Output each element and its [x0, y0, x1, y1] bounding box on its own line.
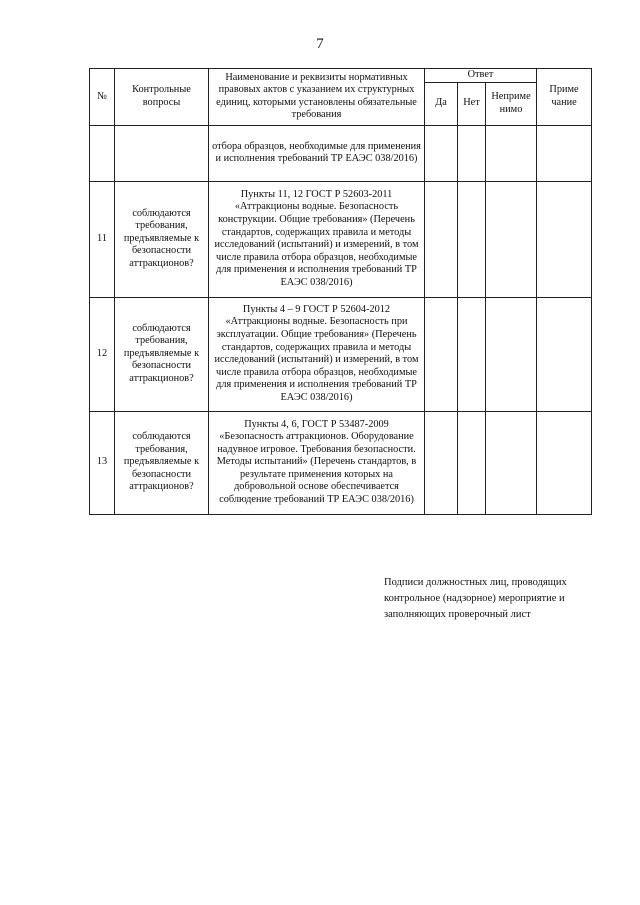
cell-no-answer[interactable]	[458, 125, 486, 181]
cell-not-applicable[interactable]	[486, 181, 537, 297]
cell-act: Пункты 4, 6, ГОСТ Р 53487-2009 «Безопасность аттракционов. Оборудование надувное игровое. Требования безопасности. Методы испытаний» (Перечень стандартов, в результате применения которых на добровольной основе обеспечивается соблюдение требований ТР ЕАЭС 038/2016)	[209, 411, 425, 514]
header-acts: Наименование и реквизиты нормативных правовых актов с указанием их структурных единиц, которыми установлены обязательные требования	[209, 69, 425, 126]
cell-yes[interactable]	[425, 297, 458, 411]
cell-not-applicable[interactable]	[486, 125, 537, 181]
table-row	[90, 411, 592, 514]
header-answer: Ответ	[425, 69, 537, 83]
cell-not-applicable[interactable]	[486, 297, 537, 411]
cell-no: 11	[90, 181, 115, 297]
table-row	[90, 297, 592, 411]
cell-yes[interactable]	[425, 411, 458, 514]
header-no: №	[90, 69, 115, 126]
cell-act: Пункты 4 – 9 ГОСТ Р 52604-2012 «Аттракционы водные. Безопасность при эксплуатации. Общие требования» (Перечень стандартов, содержащих правила и методы исследований (испытаний) и измерений, в том числе правила отбора образцов, необходимые для применения и исполнения требований ТР ЕАЭС 038/2016)	[209, 297, 425, 411]
cell-no-answer[interactable]	[458, 411, 486, 514]
signature-caption: Подписи должностных лиц, проводящих контрольное (надзорное) мероприятие и заполняющих проверочный лист	[384, 577, 567, 620]
cell-not-applicable[interactable]	[486, 411, 537, 514]
cell-act: отбора образцов, необходимые для применения и исполнения требований ТР ЕАЭС 038/2016)	[209, 125, 425, 181]
table-row-continuation	[90, 125, 592, 181]
cell-no: 13	[90, 411, 115, 514]
cell-no: 12	[90, 297, 115, 411]
cell-no	[90, 125, 115, 181]
cell-question	[115, 125, 209, 181]
cell-yes[interactable]	[425, 125, 458, 181]
cell-question: соблюдаются требования, предъявляемые к безопасности аттракционов?	[115, 297, 209, 411]
header-questions: Контрольные вопросы	[115, 69, 209, 126]
cell-note[interactable]	[537, 181, 592, 297]
checklist-table	[89, 68, 592, 515]
header-row-top	[90, 69, 592, 83]
table-row	[90, 181, 592, 297]
cell-yes[interactable]	[425, 181, 458, 297]
header-no-answer: Нет	[458, 82, 486, 125]
cell-note[interactable]	[537, 125, 592, 181]
header-not-applicable: Неприме нимо	[486, 82, 537, 125]
header-yes: Да	[425, 82, 458, 125]
header-note: Приме чание	[537, 69, 592, 126]
cell-note[interactable]	[537, 411, 592, 514]
cell-note[interactable]	[537, 297, 592, 411]
cell-no-answer[interactable]	[458, 297, 486, 411]
cell-no-answer[interactable]	[458, 181, 486, 297]
page-number: 7	[316, 36, 324, 52]
cell-question: соблюдаются требования, предъявляемые к безопасности аттракционов?	[115, 411, 209, 514]
cell-question: соблюдаются требования, предъявляемые к безопасности аттракционов?	[115, 181, 209, 297]
cell-act: Пункты 11, 12 ГОСТ Р 52603-2011 «Аттракционы водные. Безопасность конструкции. Общие требования» (Перечень стандартов, содержащих правила и методы исследований (испытаний) и измерений, в том числе правила отбора образцов, необходимые для применения и исполнения требований ТР ЕАЭС 038/2016)	[209, 181, 425, 297]
